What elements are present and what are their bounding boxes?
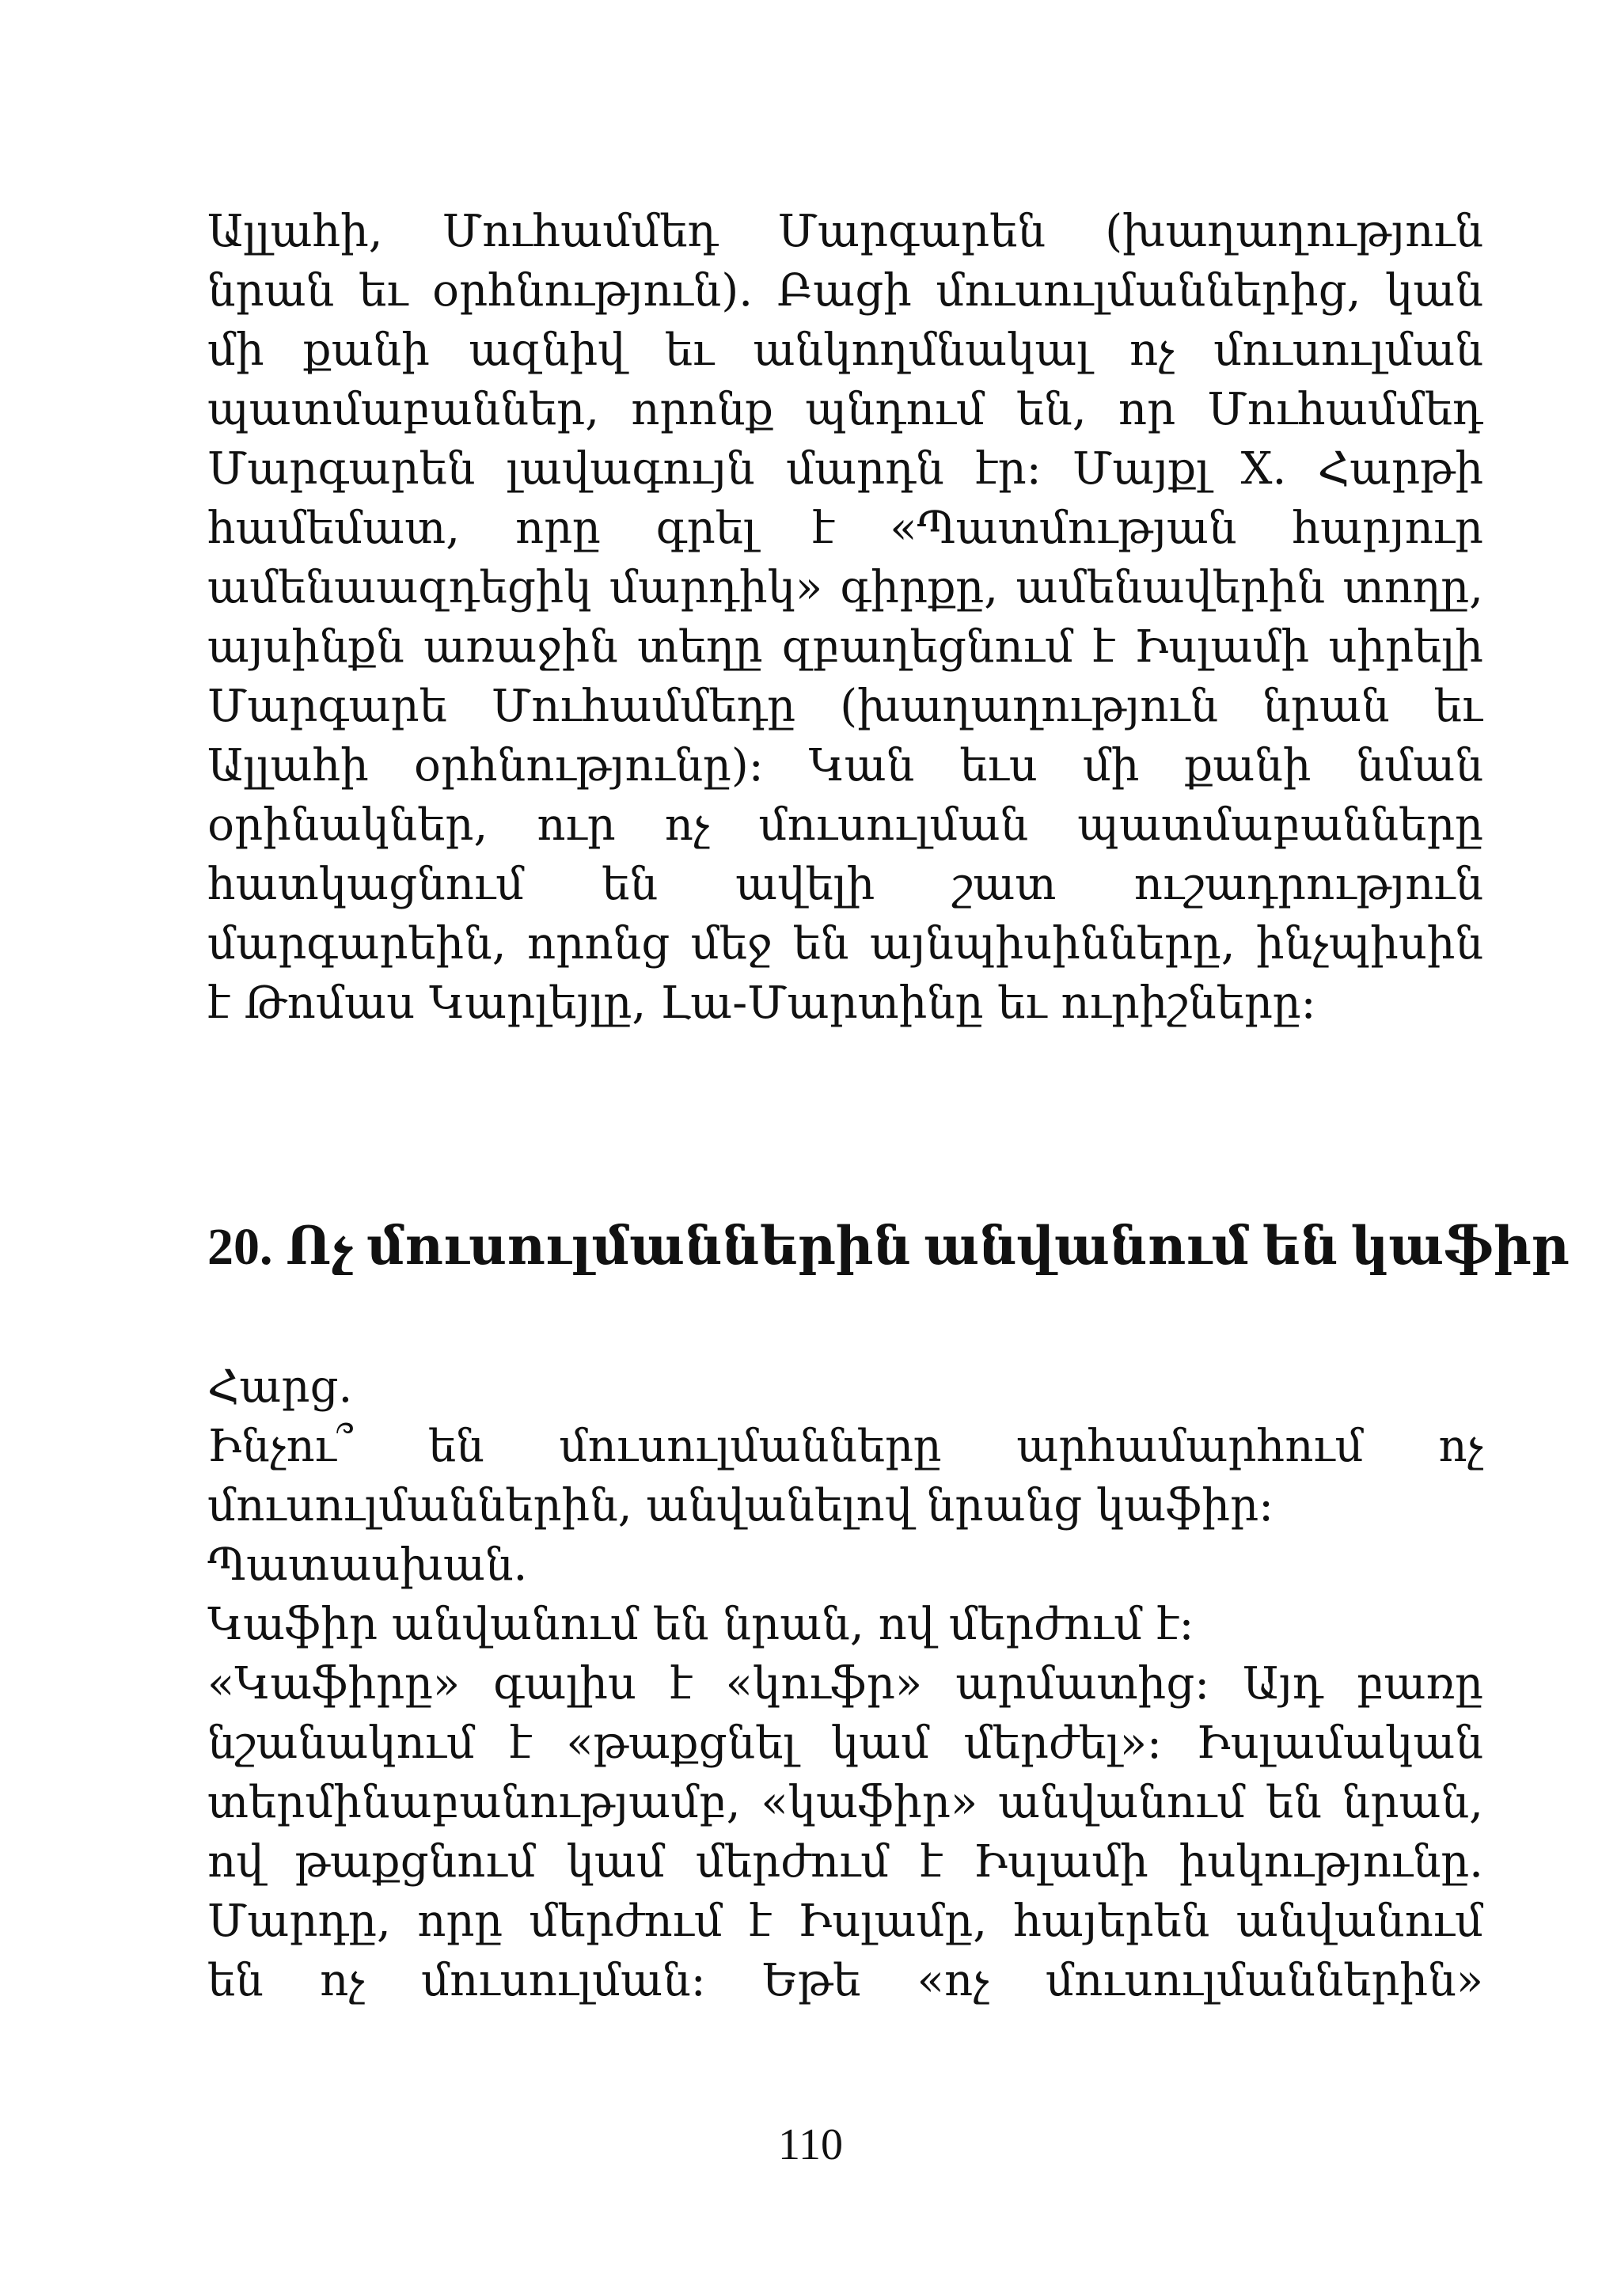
body-text-line	[207, 738, 1483, 794]
word: սիրելի	[1328, 621, 1483, 673]
word: ամենավերին	[1015, 562, 1326, 613]
word: պնդում	[805, 384, 985, 435]
word: մարդիկ»	[609, 562, 823, 613]
word: «թաքցնել	[566, 1717, 797, 1769]
word: մի	[1082, 740, 1140, 791]
body-text-line	[207, 917, 1483, 972]
body-text-line	[207, 442, 1483, 497]
word: լավագույն	[506, 443, 755, 495]
body-text-line	[207, 204, 1483, 260]
word: մերժում	[529, 1896, 723, 1947]
word: «կուֆր»	[725, 1658, 923, 1710]
word: Իսլամական	[1196, 1717, 1483, 1769]
question-label: Հարց.	[207, 1361, 353, 1413]
word: Մարգարեն	[777, 206, 1046, 257]
word: տողը,	[1342, 562, 1483, 613]
body-text-line	[207, 620, 1483, 675]
word: զբաղեցնում	[781, 621, 1073, 673]
word: կամ	[830, 1717, 930, 1769]
word: որոնց	[526, 918, 670, 970]
word: նշանակում	[207, 1717, 475, 1769]
word: մուսուլմանները	[559, 1421, 942, 1472]
word: են	[1266, 1777, 1322, 1828]
body-text-line	[207, 1835, 1483, 1890]
body-text-line	[207, 798, 1483, 853]
word: օրհնությունը):	[413, 740, 764, 791]
word: ոչ	[664, 799, 710, 851]
question-text-line	[207, 1419, 1483, 1474]
word: հարյուր	[1292, 503, 1483, 554]
word: եւս	[959, 740, 1038, 791]
word: մարգարեին,	[207, 918, 507, 970]
word: հայերեն	[1013, 1896, 1210, 1947]
answer-label: Պատասխան.	[207, 1539, 528, 1591]
word: են	[602, 859, 659, 910]
word: Մուհամմեդ	[442, 206, 719, 257]
word: Մարդը,	[207, 1896, 391, 1947]
word: են	[428, 1421, 484, 1472]
word: օրինակներ,	[207, 799, 488, 851]
word: «Կաֆիրը»	[207, 1658, 461, 1710]
word: մուսուլման:	[420, 1955, 706, 2006]
word: (խաղաղություն	[1105, 206, 1483, 257]
body-text-line	[207, 264, 1483, 319]
body-text-line	[207, 501, 1483, 556]
body-text-line	[207, 1657, 1483, 1712]
word: եւ	[359, 265, 408, 317]
word: Իսլամի	[973, 1836, 1148, 1888]
word: այնպիսինները,	[869, 918, 1236, 970]
word: քանի	[1184, 740, 1312, 791]
word: մերժում	[695, 1836, 890, 1888]
body-text-line	[207, 382, 1483, 438]
word: Մայքլ	[1072, 443, 1210, 495]
word: գիրքը,	[840, 562, 999, 613]
word: կամ	[566, 1836, 665, 1888]
word: ազնիվ	[469, 324, 626, 376]
word: ուշադրություն	[1133, 859, 1483, 910]
word: Մուհամմեդը	[491, 681, 796, 732]
question-text-line: մուսուլմաններին, անվանելով նրանց կաֆիր:	[207, 1480, 1274, 1531]
body-text-line	[207, 1894, 1483, 1949]
word: է	[670, 1658, 693, 1710]
word: Ինչու՞	[207, 1421, 354, 1472]
word: արհամարհում	[1016, 1421, 1364, 1472]
word: մեջ	[690, 918, 773, 970]
word: որը	[417, 1896, 503, 1947]
word: առաջին	[423, 621, 618, 673]
word: ոչ	[1438, 1421, 1483, 1472]
body-text-line	[207, 679, 1483, 734]
word: է	[920, 1836, 943, 1888]
body-text-line: է Թոմաս Կարլեյլը, Լա-Մարտինը եւ ուրիշները:	[207, 977, 1316, 1029]
word: «ոչ	[917, 1955, 989, 2006]
word: համեմատ,	[207, 503, 461, 554]
word: ով	[207, 1836, 264, 1888]
word: որ	[1118, 384, 1176, 435]
word: մարդն	[785, 443, 944, 495]
word: ամենաազդեցիկ	[207, 562, 592, 613]
word: Ալլահի	[207, 740, 369, 791]
word: Իսլամը,	[798, 1896, 987, 1947]
section-heading: 20. Ոչ մուսուլմաններին անվանում են կաֆիր	[207, 1218, 1570, 1276]
word: Հարթի	[1317, 443, 1483, 495]
word: բառը	[1356, 1658, 1483, 1710]
word: (խաղաղություն	[840, 681, 1219, 732]
word: Մուհամմեդ	[1207, 384, 1483, 435]
word: Х.	[1240, 443, 1287, 495]
word: մերժել»:	[963, 1717, 1162, 1769]
word: գրել	[655, 503, 757, 554]
word: գալիս	[493, 1658, 636, 1710]
word: մի	[207, 324, 264, 376]
word: մուսուլման	[758, 799, 1029, 851]
word: կան	[1385, 265, 1483, 317]
word: եւ	[664, 324, 715, 376]
word: հատկացնում	[207, 859, 525, 910]
word: են	[207, 1955, 264, 2006]
word: նրան	[207, 265, 335, 317]
word: մուսուլման	[1213, 324, 1483, 376]
page-number: 110	[778, 2120, 843, 2169]
word: Մարգարե	[207, 681, 447, 732]
word: է	[811, 503, 835, 554]
word: ինչպիսին	[1255, 918, 1483, 970]
word: անվանում	[1236, 1896, 1483, 1947]
word: Մարգարեն	[207, 443, 476, 495]
word: արմատից:	[955, 1658, 1210, 1710]
word: անվանում	[998, 1777, 1246, 1828]
word: էր:	[975, 443, 1042, 495]
word: քանի	[303, 324, 430, 376]
word: տերմինաբանությամբ,	[207, 1777, 741, 1828]
word: անկողմնակալ	[753, 324, 1091, 376]
body-text-line	[207, 1953, 1483, 2009]
word: մուսուլմաններին»	[1045, 1955, 1483, 2006]
word: «Պատմության	[890, 503, 1237, 554]
body-text-line	[207, 1775, 1483, 1831]
word: նրան,	[1342, 1777, 1483, 1828]
word: պատմաբանները	[1077, 799, 1483, 851]
word: է	[509, 1717, 532, 1769]
word: այսինքն	[207, 621, 404, 673]
body-text-line	[207, 323, 1483, 378]
word: ավելի	[735, 859, 875, 910]
word: են	[792, 918, 849, 970]
body-text-line	[207, 857, 1483, 913]
word: Բացի	[776, 265, 912, 317]
word: է	[1092, 621, 1115, 673]
word: Կան	[808, 740, 915, 791]
word: Եթե	[761, 1955, 861, 2006]
word: է	[749, 1896, 772, 1947]
word: շատ	[952, 859, 1057, 910]
word: ոչ	[1129, 324, 1175, 376]
word: ուր	[537, 799, 616, 851]
word: նրան	[1262, 681, 1390, 732]
word: իսկությունը.	[1179, 1836, 1483, 1888]
word: Ալլահի,	[207, 206, 383, 257]
word: ոչ	[319, 1955, 365, 2006]
word: թաքցնում	[294, 1836, 536, 1888]
word: Իսլամի	[1134, 621, 1310, 673]
word: պատմաբաններ,	[207, 384, 600, 435]
answer-text-line: Կաֆիր անվանում են նրան, ով մերժում է:	[207, 1599, 1194, 1650]
word: որը	[514, 503, 601, 554]
word: մուսուլմաններից,	[936, 265, 1361, 317]
word: տեղը	[637, 621, 763, 673]
word: են,	[1016, 384, 1087, 435]
word: «կաֆիր»	[761, 1777, 978, 1828]
word: որոնք	[631, 384, 774, 435]
body-text-line	[207, 560, 1483, 616]
body-text-line	[207, 1716, 1483, 1771]
word: օրհնություն).	[431, 265, 753, 317]
word: նման	[1356, 740, 1483, 791]
word: Այդ	[1243, 1658, 1323, 1710]
word: եւ	[1433, 681, 1483, 732]
